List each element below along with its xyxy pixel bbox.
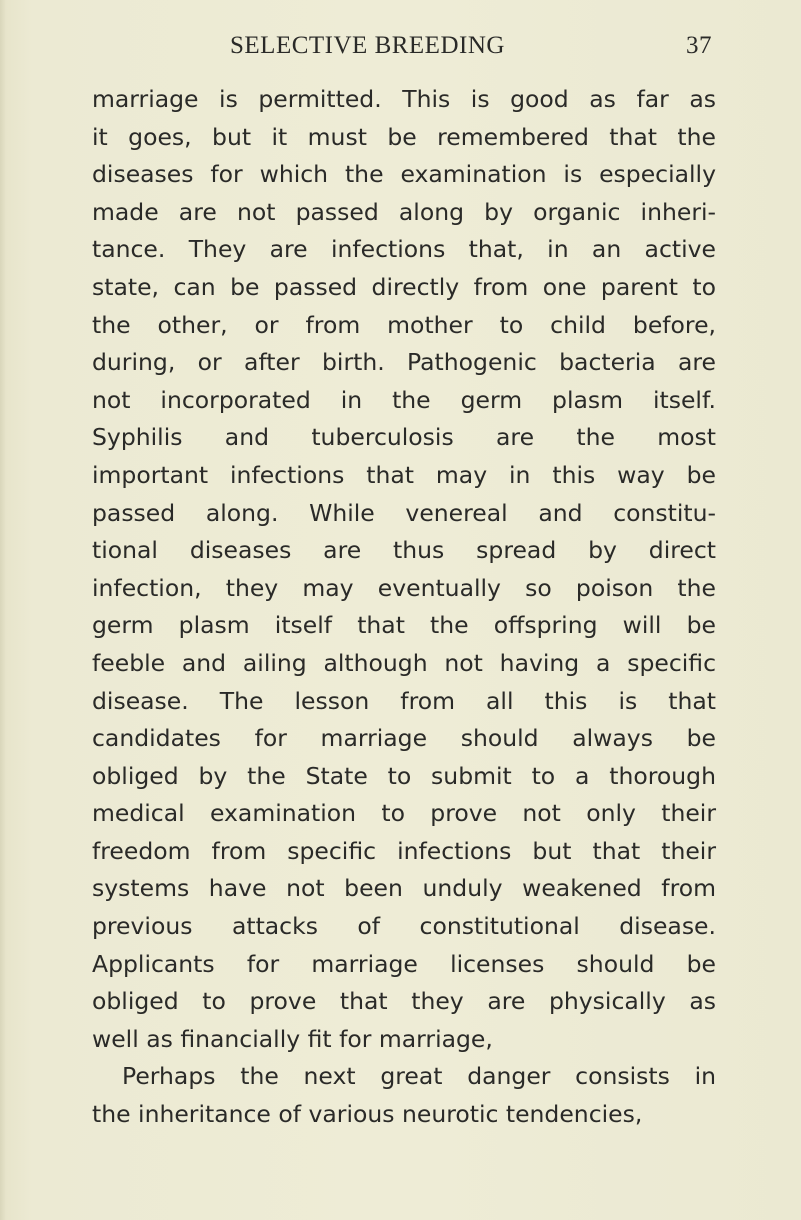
text-line: infection, they may eventually so poison the	[92, 573, 716, 602]
text-line: tance. They are infections that, in an active	[92, 235, 716, 264]
text-line: the other, or from mother to child before,	[92, 310, 716, 339]
text-line: it goes, but it must be remembered that the	[92, 122, 716, 151]
text-line: important infections that may in this way be	[92, 460, 716, 489]
text-line: feeble and ailing although not having a specific	[92, 648, 716, 677]
text-line: systems have not been unduly weakened from	[92, 874, 716, 903]
text-line: state, can be passed directly from one parent to	[92, 272, 716, 301]
text-line: Syphilis and tuberculosis are the most	[92, 423, 716, 452]
text-line: tional diseases are thus spread by direct	[92, 536, 716, 565]
text-line: obliged by the State to submit to a thorough	[92, 761, 716, 790]
page-header	[92, 32, 712, 72]
text-line: not incorporated in the germ plasm itself.	[92, 385, 716, 414]
text-line: the inheritance of various neurotic tendencies,	[92, 1100, 643, 1129]
text-line: candidates for marriage should always be	[92, 724, 716, 753]
text-line: made are not passed along by organic inheri-	[92, 197, 716, 226]
text-line: during, or after birth. Pathogenic bacteria are	[92, 348, 716, 377]
text-line: medical examination to prove not only their	[92, 799, 716, 828]
text-line: disease. The lesson from all this is that	[92, 686, 716, 715]
running-title: SELECTIVE BREEDING	[230, 32, 505, 59]
page-edge-shadow	[0, 0, 6, 1220]
text-line: obliged to prove that they are physically as	[92, 987, 716, 1016]
text-line: freedom from specific infections but that their	[92, 836, 716, 865]
text-line: Perhaps the next great danger consists in	[122, 1062, 716, 1091]
body-text	[92, 81, 716, 1134]
page-number: 37	[686, 32, 712, 59]
text-line: passed along. While venereal and constitu-	[92, 498, 716, 527]
text-line: Applicants for marriage licenses should be	[92, 949, 716, 978]
text-line: well as financially fit for marriage,	[92, 1024, 493, 1053]
text-line: diseases for which the examination is especially	[92, 160, 716, 189]
text-line: previous attacks of constitutional disease.	[92, 912, 716, 941]
text-line: marriage is permitted. This is good as far as	[92, 85, 716, 113]
text-line: germ plasm itself that the offspring will be	[92, 611, 716, 640]
